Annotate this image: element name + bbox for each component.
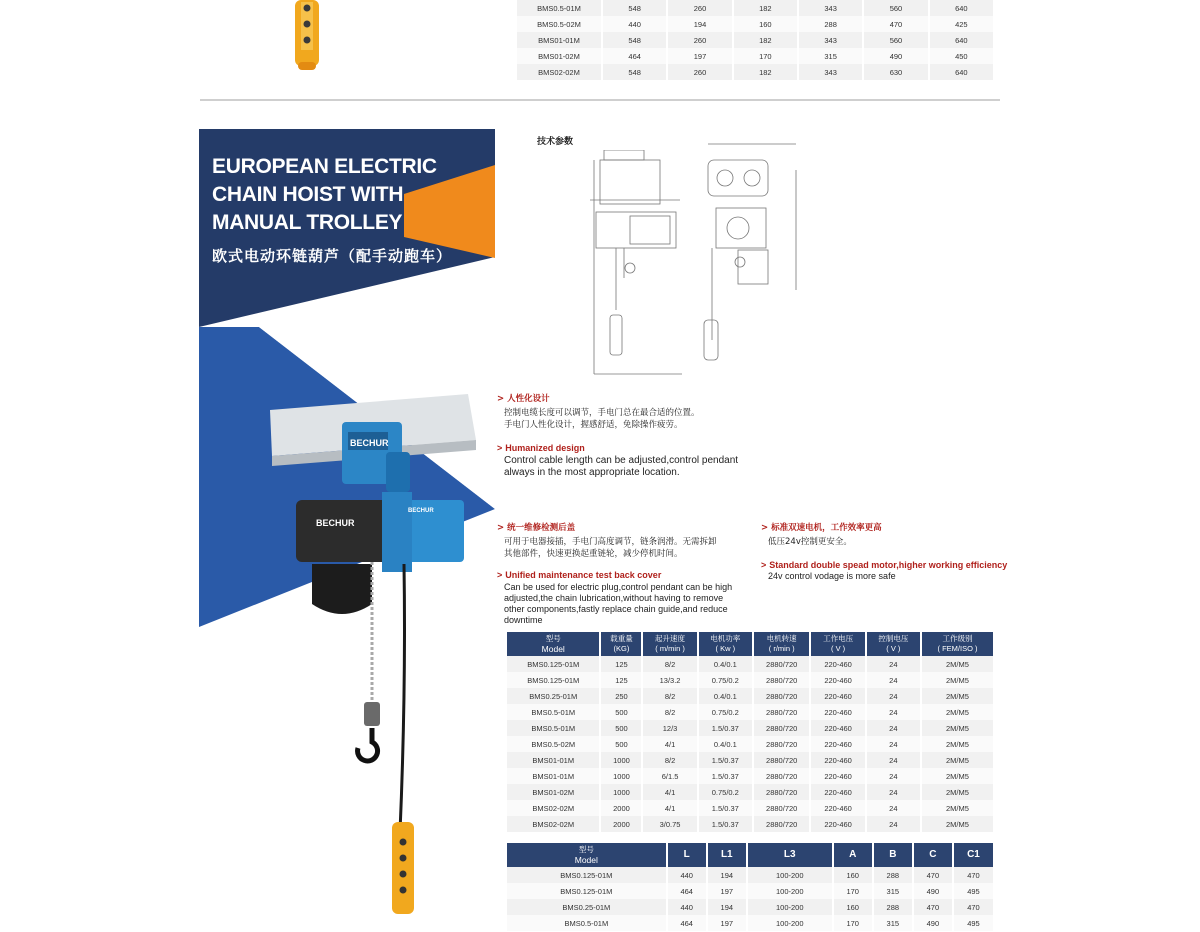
table-header-cell — [507, 632, 599, 656]
feature-maint-en-line-4: downtime — [504, 615, 543, 625]
table-cell: BMS01-01M — [517, 32, 601, 48]
table-cell: 1.5/0.37 — [699, 752, 752, 768]
table-cell: 260 — [668, 32, 731, 48]
table-cell: 197 — [668, 48, 731, 64]
table-cell: 260 — [668, 64, 731, 80]
table-cell: 560 — [864, 0, 927, 16]
table-cell: 0.75/0.2 — [699, 672, 752, 688]
table-cell: 220-460 — [811, 688, 864, 704]
table-cell: 260 — [668, 0, 731, 16]
table-cell: 0.75/0.2 — [699, 704, 752, 720]
table-cell: BMS0.5-02M — [507, 736, 599, 752]
table-cell: 1000 — [601, 752, 641, 768]
table-cell: 100-200 — [748, 883, 832, 899]
table-cell: 4/1 — [643, 800, 696, 816]
table-cell: 2880/720 — [754, 688, 810, 704]
table-cell: BMS02-02M — [507, 800, 599, 816]
table-cell: BMS0.125-01M — [507, 867, 666, 883]
table-cell: 440 — [603, 16, 666, 32]
table-cell: 464 — [668, 883, 706, 899]
table-cell: BMS0.5-02M — [517, 16, 601, 32]
table-cell: 2880/720 — [754, 736, 810, 752]
table-cell: 8/2 — [643, 656, 696, 672]
table-header-label: 型号 — [545, 634, 561, 643]
feature-motor-cn-line-1: 低压24v控制更安全。 — [768, 537, 852, 547]
table-cell: 495 — [954, 915, 993, 931]
table-cell: 13/3.2 — [643, 672, 696, 688]
brand-motor-label: BECHUR — [408, 508, 434, 514]
feature-motor-en-head: Standard double spead motor,higher working efficiency — [769, 560, 1008, 570]
table-header-label: 型号 — [578, 845, 594, 854]
table-cell: 470 — [914, 867, 952, 883]
table-cell: 8/2 — [643, 752, 696, 768]
table-header-label: L3 — [783, 849, 796, 860]
banner-title-line-3: MANUAL TROLLEY — [212, 211, 403, 234]
table-cell: 3/0.75 — [643, 816, 696, 832]
feature-maint-en-head: Unified maintenance test back cover — [505, 570, 662, 580]
table-cell: 315 — [874, 883, 912, 899]
table-cell: BMS02-02M — [507, 816, 599, 832]
table-cell: 288 — [874, 899, 912, 915]
table-cell: 315 — [799, 48, 862, 64]
table-cell: 0.4/0.1 — [699, 688, 752, 704]
table-cell: 2M/M5 — [922, 816, 993, 832]
table-cell: 160 — [834, 867, 872, 883]
table-header-cell — [507, 843, 666, 867]
table-cell: BMS0.5-01M — [507, 720, 599, 736]
table-header-cell — [748, 843, 832, 867]
table-cell: 220-460 — [811, 672, 864, 688]
table-cell: 250 — [601, 688, 641, 704]
table-cell: 220-460 — [811, 736, 864, 752]
tech-drawing-front-view — [700, 140, 805, 380]
table-cell: 24 — [867, 688, 920, 704]
table-cell: 8/2 — [643, 704, 696, 720]
table-header-label: 起升速度 — [655, 634, 686, 643]
table-row — [507, 899, 993, 915]
table-cell: 2880/720 — [754, 768, 810, 784]
feature-humanized-en-line-1: Control cable length can be adjusted,control pendant — [504, 455, 739, 466]
feature-maint-en-line-1: Can be used for electric plug,control pendant can be high — [504, 582, 733, 592]
table-cell: BMS0.25-01M — [507, 899, 666, 915]
table-cell: 194 — [668, 16, 731, 32]
banner-title-line-2: CHAIN HOIST WITH — [212, 183, 404, 206]
table-cell: 500 — [601, 736, 641, 752]
table-header-label: ( FEM/ISO ) — [937, 644, 978, 653]
table-cell: 2880/720 — [754, 704, 810, 720]
table-cell: 548 — [603, 32, 666, 48]
table-cell: 100-200 — [748, 899, 832, 915]
table-cell: 170 — [734, 48, 797, 64]
table-cell: 2880/720 — [754, 800, 810, 816]
table-cell: BMS0.125-01M — [507, 883, 666, 899]
feature-humanized-en: > Humanized design Control cable length can be adjusted,control pendant always in the most appropriate location. — [497, 443, 739, 478]
table-cell: 220-460 — [811, 704, 864, 720]
table-cell: 194 — [708, 867, 746, 883]
table-cell: 2880/720 — [754, 656, 810, 672]
table-row — [517, 16, 993, 32]
feature-motor-cn: > 标准双速电机，工作效率更高 低压24v控制更安全。 — [761, 523, 882, 547]
table-cell: 1000 — [601, 768, 641, 784]
table-cell: 24 — [867, 752, 920, 768]
table-cell: 490 — [864, 48, 927, 64]
banner-title-line-1: EUROPEAN ELECTRIC — [212, 155, 437, 178]
table-row — [507, 784, 993, 800]
table-header-cell — [643, 632, 696, 656]
table-cell: 220-460 — [811, 816, 864, 832]
table-cell: 343 — [799, 0, 862, 16]
table-cell: 220-460 — [811, 768, 864, 784]
table-cell: 160 — [734, 16, 797, 32]
table-cell: 2M/M5 — [922, 704, 993, 720]
feature-maint-cn: > 统一维修检测后盖 可用于电器接插，手电门高度调节，链条润滑。无需拆卸 其他部件，快速更换起重链轮，减少停机时间。 — [497, 523, 717, 559]
table-cell: 24 — [867, 720, 920, 736]
table-cell: 343 — [799, 64, 862, 80]
table-cell: 2000 — [601, 816, 641, 832]
table-cell: 24 — [867, 816, 920, 832]
table-row — [507, 688, 993, 704]
table-cell: 24 — [867, 784, 920, 800]
table-row — [507, 800, 993, 816]
table-cell: 470 — [954, 867, 993, 883]
table-cell: BMS0.25-01M — [507, 688, 599, 704]
table-header-cell — [954, 843, 993, 867]
table-cell: 6/1.5 — [643, 768, 696, 784]
table-cell: 2M/M5 — [922, 800, 993, 816]
table-cell: 0.4/0.1 — [699, 736, 752, 752]
table-cell: 197 — [708, 883, 746, 899]
table-header-label: (KG) — [613, 644, 630, 653]
feature-maint-cn-head: 统一维修检测后盖 — [507, 523, 576, 533]
table-cell: BMS0.125-01M — [507, 672, 599, 688]
feature-humanized-en-head: Humanized design — [505, 443, 585, 453]
table-cell: 125 — [601, 656, 641, 672]
table-header-label: L1 — [720, 849, 733, 860]
table-cell: 100-200 — [748, 867, 832, 883]
table-cell: 500 — [601, 720, 641, 736]
table-cell: 2880/720 — [754, 784, 810, 800]
table-header-label: ( r/min ) — [768, 644, 795, 653]
feature-motor-cn-head: 标准双速电机，工作效率更高 — [771, 523, 882, 533]
table-cell: 24 — [867, 736, 920, 752]
table-header-label: A — [849, 849, 857, 860]
table-header-cell — [699, 632, 752, 656]
dimension-spec-table — [505, 843, 995, 931]
table-header-label: C1 — [967, 849, 980, 860]
table-cell: 640 — [930, 32, 993, 48]
table-header-label: L — [683, 849, 690, 860]
table-row — [507, 883, 993, 899]
table-cell: 1000 — [601, 784, 641, 800]
table-header-cell — [922, 632, 993, 656]
banner-subtitle-cn: 欧式电动环链葫芦（配手动跑车） — [212, 247, 453, 265]
table-cell: 220-460 — [811, 800, 864, 816]
table-cell: 630 — [864, 64, 927, 80]
table-cell: 4/1 — [643, 736, 696, 752]
table-cell: 0.4/0.1 — [699, 656, 752, 672]
table-cell: 182 — [734, 64, 797, 80]
table-cell: 194 — [708, 899, 746, 915]
table-cell: 197 — [708, 915, 746, 931]
table-cell: BMS01-01M — [507, 768, 599, 784]
table-cell: BMS01-02M — [517, 48, 601, 64]
table-header-cell — [668, 843, 706, 867]
feature-motor-en: > Standard double spead motor,higher working efficiency 24v control vodage is more safe — [761, 560, 1008, 581]
table-row — [507, 816, 993, 832]
table-cell: 425 — [930, 16, 993, 32]
feature-maint-cn-line-1: 可用于电器接插，手电门高度调节，链条润滑。无需拆卸 — [504, 537, 717, 547]
table-cell: 2880/720 — [754, 672, 810, 688]
table-cell: 220-460 — [811, 720, 864, 736]
table-row — [507, 736, 993, 752]
table-cell: 4/1 — [643, 784, 696, 800]
top-pendant-image — [292, 0, 322, 74]
table-cell: BMS02-02M — [517, 64, 601, 80]
table-cell: 2000 — [601, 800, 641, 816]
table-row — [507, 752, 993, 768]
table-cell: 1.5/0.37 — [699, 816, 752, 832]
brand-trolley-label: BECHUR — [350, 438, 389, 448]
table-header-label: 电机功率 — [710, 634, 741, 643]
table-cell: 2880/720 — [754, 720, 810, 736]
table-header-label: ( V ) — [886, 644, 901, 653]
table-cell: 2M/M5 — [922, 720, 993, 736]
table-header-cell — [834, 843, 872, 867]
table-header-cell — [811, 632, 864, 656]
table-cell: 490 — [914, 915, 952, 931]
table-cell: 0.75/0.2 — [699, 784, 752, 800]
table-cell: 125 — [601, 672, 641, 688]
table-header-cell — [708, 843, 746, 867]
table-cell: 440 — [668, 899, 706, 915]
table-row — [507, 656, 993, 672]
table-cell: 2M/M5 — [922, 688, 993, 704]
table-header-label: 工作级别 — [942, 634, 973, 643]
feature-humanized-cn-head: 人性化设计 — [507, 394, 550, 404]
table-cell: 464 — [603, 48, 666, 64]
table-header-cell — [601, 632, 641, 656]
table-cell: 170 — [834, 883, 872, 899]
table-cell: 8/2 — [643, 688, 696, 704]
table-cell: 450 — [930, 48, 993, 64]
table-cell: BMS01-01M — [507, 752, 599, 768]
table-header-label: Model — [574, 855, 598, 865]
table-header-label: 工作电压 — [823, 634, 854, 643]
table-row — [517, 48, 993, 64]
table-cell: 470 — [954, 899, 993, 915]
table-cell: 220-460 — [811, 784, 864, 800]
table-cell: BMS0.5-01M — [507, 915, 666, 931]
section-divider — [200, 99, 1000, 101]
table-cell: 2M/M5 — [922, 672, 993, 688]
table-cell: 440 — [668, 867, 706, 883]
table-cell: 2880/720 — [754, 752, 810, 768]
table-cell: 548 — [603, 64, 666, 80]
table-cell: 490 — [914, 883, 952, 899]
table-header-cell — [874, 843, 912, 867]
table-row — [507, 915, 993, 931]
table-cell: 100-200 — [748, 915, 832, 931]
feature-motor-en-line-1: 24v control vodage is more safe — [768, 571, 896, 581]
table-cell: 548 — [603, 0, 666, 16]
table-cell: 315 — [874, 915, 912, 931]
table-cell: 160 — [834, 899, 872, 915]
table-cell: 495 — [954, 883, 993, 899]
table-header-cell — [867, 632, 920, 656]
table-cell: 2880/720 — [754, 816, 810, 832]
brand-body-label: BECHUR — [316, 518, 355, 528]
table-cell: 220-460 — [811, 752, 864, 768]
table-header-label: ( Kw ) — [715, 644, 736, 653]
table-cell: 464 — [668, 915, 706, 931]
performance-spec-table — [505, 632, 995, 832]
table-cell: 640 — [930, 64, 993, 80]
table-cell: 1.5/0.37 — [699, 768, 752, 784]
top-dimension-table — [515, 0, 995, 80]
table-header-label: 电机转速 — [766, 634, 797, 643]
table-header-cell — [914, 843, 952, 867]
feature-maint-en-line-2: adjusted,the chain lubrication,without having to remove — [504, 593, 724, 603]
table-cell: BMS0.5-01M — [507, 704, 599, 720]
table-cell: 343 — [799, 32, 862, 48]
table-cell: 2M/M5 — [922, 752, 993, 768]
table-cell: 2M/M5 — [922, 784, 993, 800]
feature-humanized-cn: > 人性化设计 控制电缆长度可以调节，手电门总在最合适的位置。 手电门人性化设计，握感舒适，免除操作疲劳。 — [497, 394, 700, 430]
table-cell: 24 — [867, 656, 920, 672]
table-header-label: Model — [541, 644, 565, 654]
table-cell: 220-460 — [811, 656, 864, 672]
table-row — [517, 32, 993, 48]
table-cell: 1.5/0.37 — [699, 800, 752, 816]
table-header-label: B — [889, 849, 897, 860]
table-cell: 12/3 — [643, 720, 696, 736]
feature-humanized-cn-line-2: 手电门人性化设计，握感舒适，免除操作疲劳。 — [504, 420, 683, 430]
table-cell: 560 — [864, 32, 927, 48]
table-row — [507, 867, 993, 883]
table-cell: 640 — [930, 0, 993, 16]
table-cell: 170 — [834, 915, 872, 931]
table-cell: 2M/M5 — [922, 736, 993, 752]
table-row — [507, 768, 993, 784]
table-cell: 182 — [734, 32, 797, 48]
table-row — [507, 672, 993, 688]
table-header-label: C — [929, 849, 937, 860]
table-row — [517, 0, 993, 16]
table-cell: 288 — [799, 16, 862, 32]
table-header-cell — [754, 632, 810, 656]
table-cell: 2M/M5 — [922, 656, 993, 672]
table-header-label: 载重量 — [610, 634, 633, 643]
table-header-label: 控制电压 — [878, 634, 909, 643]
table-row — [507, 720, 993, 736]
table-cell: 24 — [867, 800, 920, 816]
table-cell: BMS0.5-01M — [517, 0, 601, 16]
table-cell: 24 — [867, 704, 920, 720]
feature-maint-en: > Unified maintenance test back cover Can be used for electric plug,control pendant can be high adjusted,the chain lubrication,without having to remove other components,fastly replace chain guide,and reduce downtime — [497, 570, 733, 625]
table-cell: 500 — [601, 704, 641, 720]
table-row — [517, 64, 993, 80]
table-cell: 470 — [864, 16, 927, 32]
table-row — [507, 704, 993, 720]
tech-drawing-side-view — [590, 150, 690, 380]
table-cell: BMS0.125-01M — [507, 656, 599, 672]
feature-maint-cn-line-2: 其他部件，快速更换起重链轮，减少停机时间。 — [504, 549, 683, 559]
hoist-product-image — [268, 392, 488, 922]
table-cell: 288 — [874, 867, 912, 883]
table-cell: 470 — [914, 899, 952, 915]
table-cell: BMS01-02M — [507, 784, 599, 800]
table-header-label: ( m/min ) — [655, 644, 685, 653]
table-header-label: ( V ) — [831, 644, 846, 653]
table-cell: 182 — [734, 0, 797, 16]
feature-humanized-en-line-2: always in the most appropriate location. — [504, 467, 680, 478]
feature-maint-en-line-3: other components,fastly replace chain guide,and reduce — [504, 604, 728, 614]
tech-params-label: 技术参数 — [537, 137, 574, 147]
table-cell: 24 — [867, 768, 920, 784]
feature-humanized-cn-line-1: 控制电缆长度可以调节，手电门总在最合适的位置。 — [504, 408, 700, 418]
table-cell: 1.5/0.37 — [699, 720, 752, 736]
table-cell: 2M/M5 — [922, 768, 993, 784]
table-cell: 24 — [867, 672, 920, 688]
